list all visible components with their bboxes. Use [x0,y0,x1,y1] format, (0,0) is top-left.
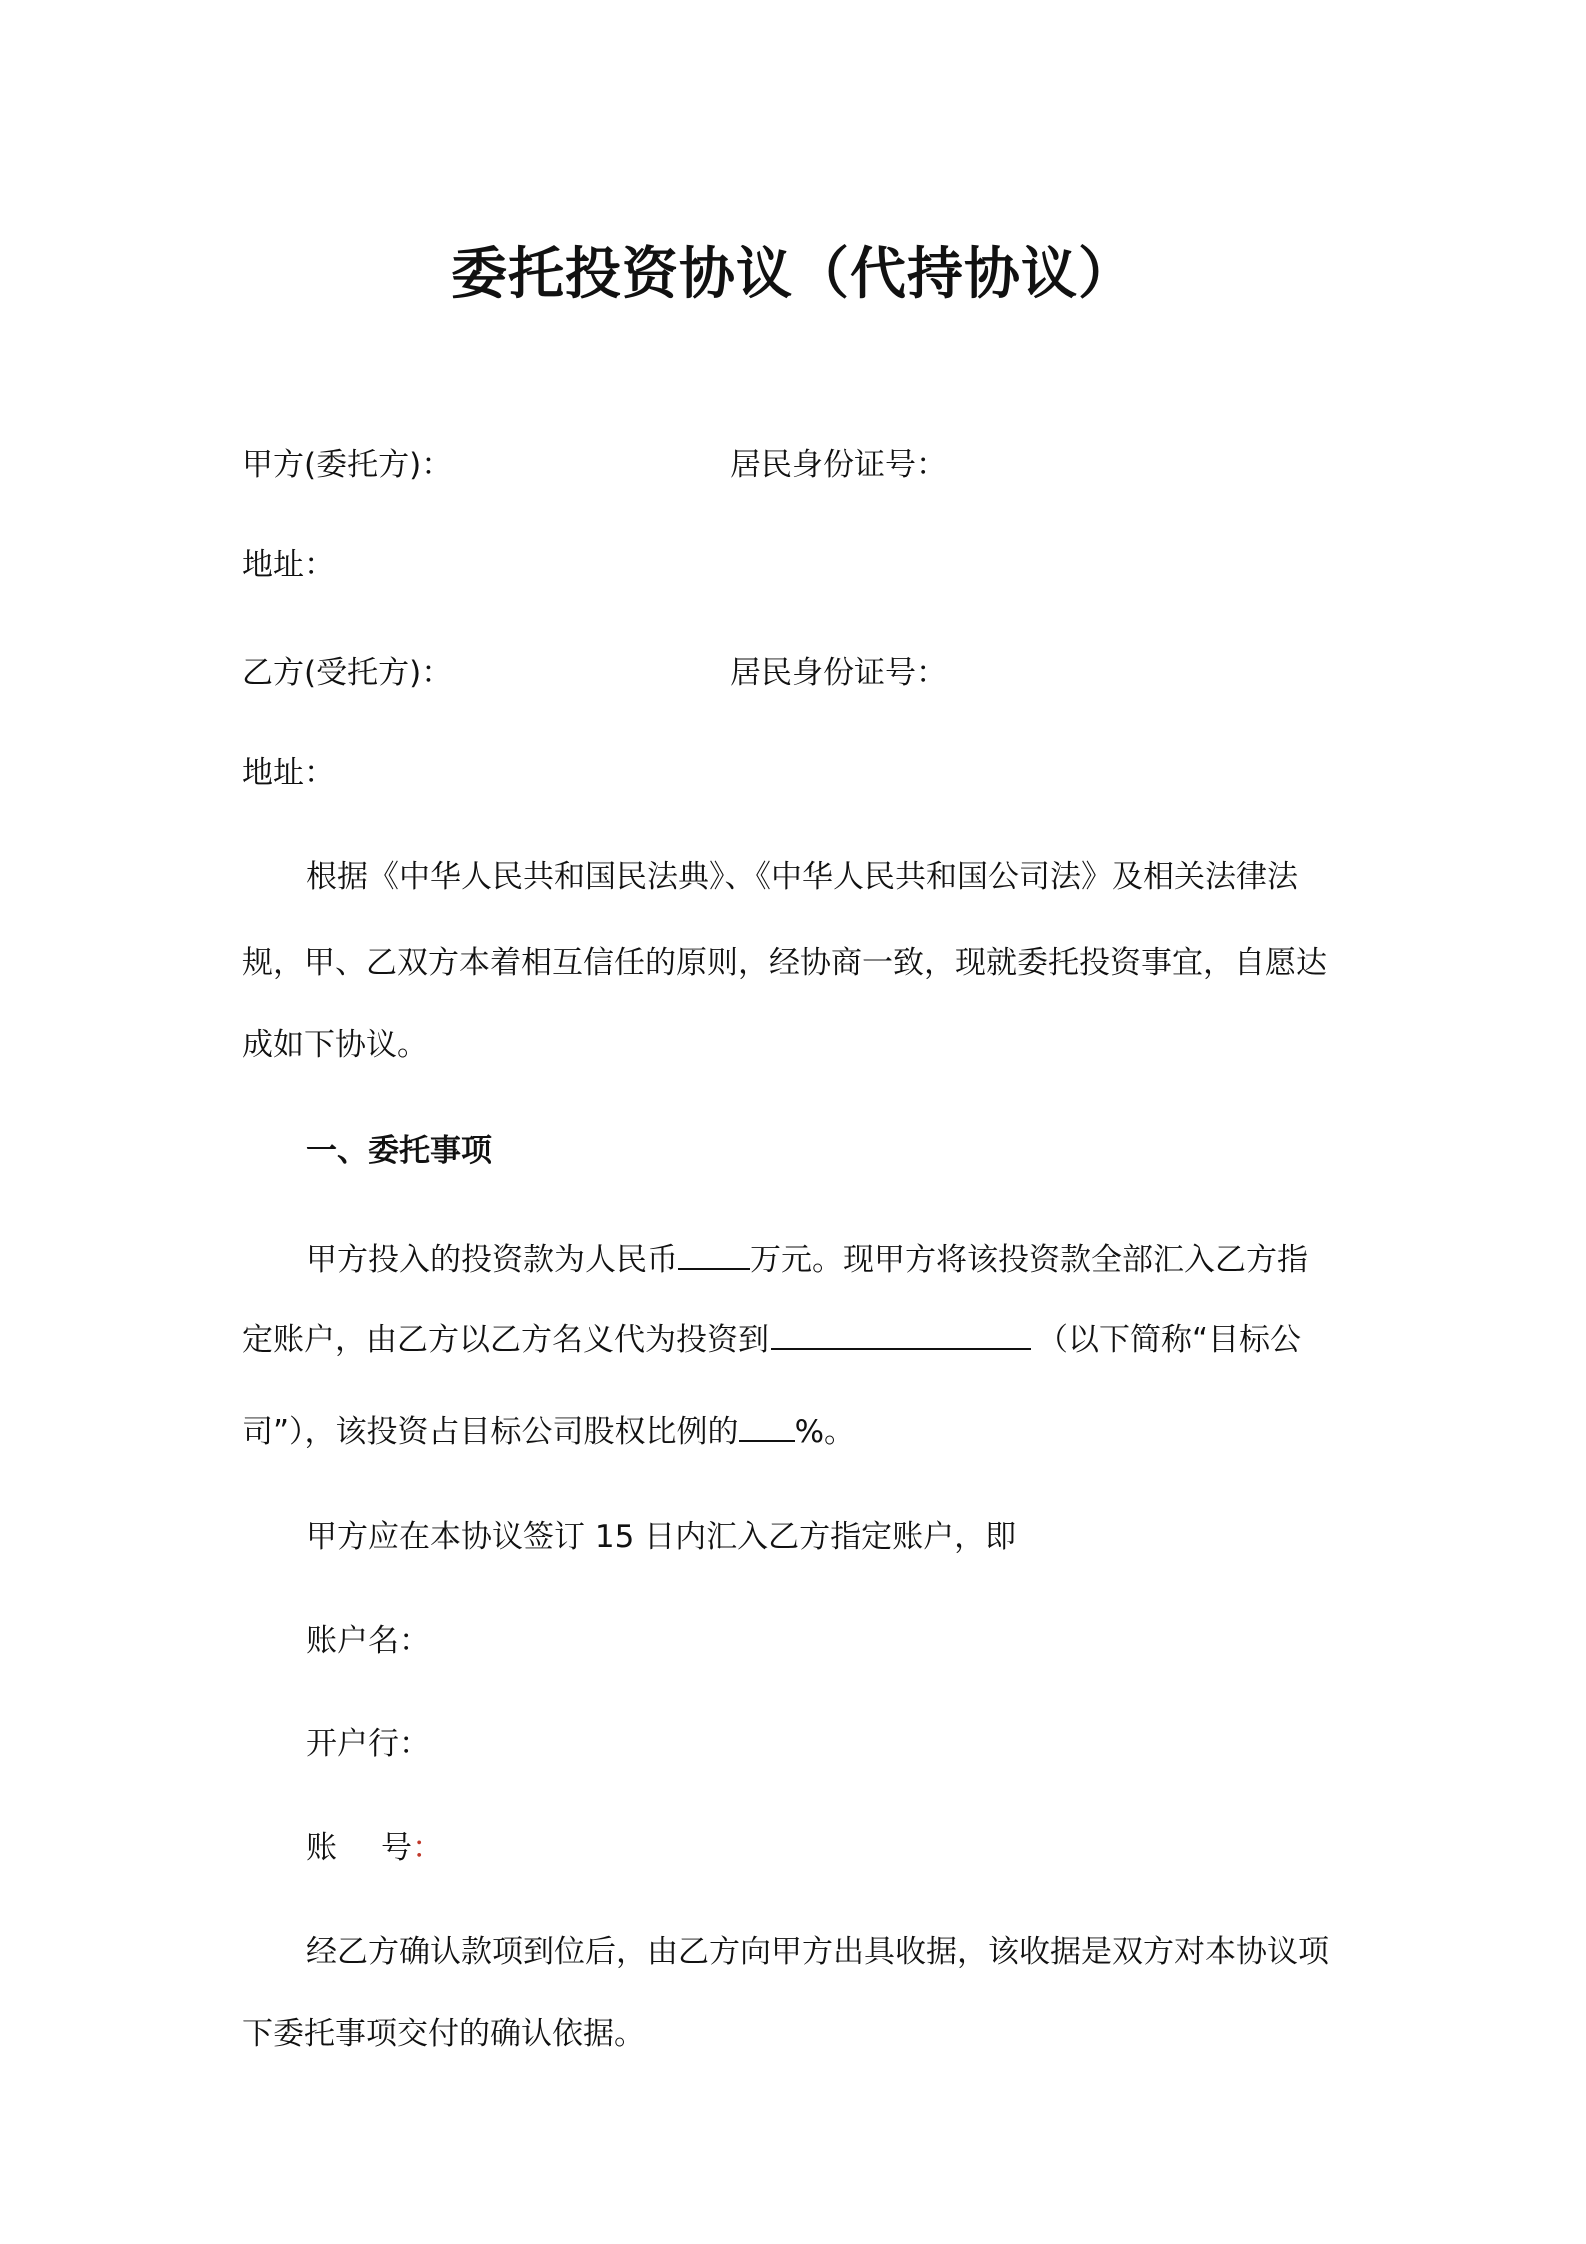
p1-line2-text-a: 定账户，由乙方以乙方名义代为投资到 [242,1322,769,1358]
equity-ratio-blank [739,1410,795,1442]
section-1-p1-line-2 [242,1318,1301,1360]
party-a-row [242,445,452,485]
preamble-line-3: 成如下协议。 [242,1027,428,1063]
account-number-label-b: 号 [381,1830,412,1866]
party-a-id-label: 居民身份证号： [730,447,947,483]
party-b-label: 乙方(受托方)： [242,655,453,691]
p1-line3-text-a: 司”），该投资占目标公司股权比例的 [242,1414,739,1450]
p1-line1-text-b: 万元。现甲方将该投资款全部汇入乙方指 [750,1242,1308,1278]
bank-label: 开户行： [306,1726,430,1762]
party-b-address-label: 地址： [242,755,335,791]
party-a-label: 甲方(委托方)： [242,447,453,483]
section-1-p3-line-1: 经乙方确认款项到位后，由乙方向甲方出具收据，该收据是双方对本协议项 [306,1934,1329,1970]
amount-blank [678,1238,750,1270]
party-a-address-row [242,545,335,585]
account-number-row [306,1828,443,1868]
party-b-id-label: 居民身份证号： [730,655,947,691]
party-b-row [242,653,452,693]
preamble-line-1: 根据《中华人民共和国民法典》、《中华人民共和国公司法》及相关法律法 [306,859,1298,895]
section-1-heading: 一、委托事项 [306,1133,492,1169]
document-title: 委托投资协议（代持协议） [451,242,1135,307]
account-name-row [306,1621,430,1661]
bank-row [306,1724,430,1764]
p1-line1-text-a: 甲方投入的投资款为人民币 [306,1242,678,1278]
section-1-p1-line-1 [306,1238,1308,1280]
party-b-address-row [242,753,335,793]
section-1-p1-line-3 [242,1410,855,1452]
party-b-id-row [730,653,947,693]
account-number-colon: ： [412,1830,443,1866]
section-1-p3-line-2: 下委托事项交付的确认依据。 [242,2016,645,2052]
account-name-label: 账户名： [306,1623,430,1659]
p1-line2-text-b: （以下简称“目标公 [1037,1322,1302,1358]
party-a-address-label: 地址： [242,547,335,583]
section-1-p2: 甲方应在本协议签订 15 日内汇入乙方指定账户，即 [306,1519,1017,1555]
party-a-id-row [730,445,947,485]
p1-line3-text-b: %。 [794,1414,856,1450]
preamble-line-2: 规，甲、乙双方本着相互信任的原则，经协商一致，现就委托投资事宜，自愿达 [242,945,1327,981]
target-company-blank [771,1318,1031,1350]
account-number-label-a: 账 [306,1830,337,1866]
